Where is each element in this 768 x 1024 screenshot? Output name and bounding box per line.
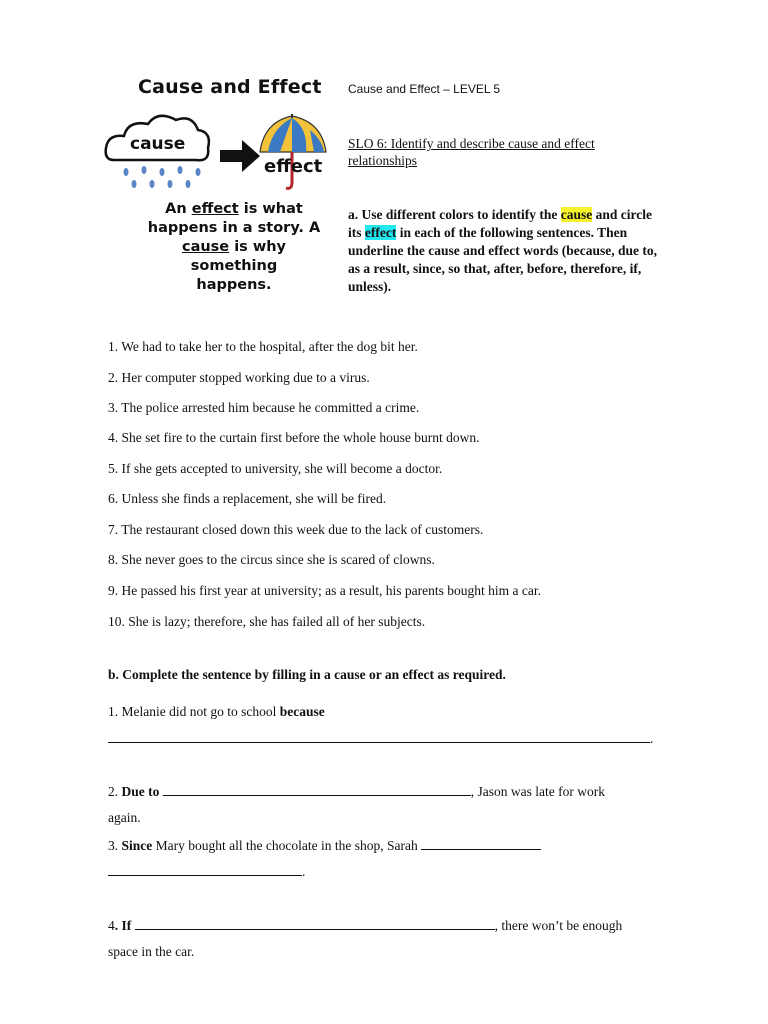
slo-objective: SLO 6: Identify and describe cause and effect relationships (348, 136, 595, 168)
sentence-8: 8. She never goes to the circus since she is scared of clowns. (108, 552, 435, 567)
question-3: 3. Since Mary bought all the chocolate in the shop, Sarah (108, 837, 541, 854)
effect-highlight: effect (364, 225, 397, 240)
part-b-instruction: b. Complete the sentence by filling in a cause or an effect as required. (108, 667, 506, 682)
question-4-continued: space in the car. (108, 944, 195, 959)
answer-blank-2[interactable] (163, 783, 471, 796)
question-2-continued: again. (108, 810, 141, 825)
sentence-5: 5. If she gets accepted to university, she will become a doctor. (108, 461, 443, 476)
cause-effect-illustration (100, 70, 328, 293)
question-1: 1. Melanie did not go to school because (108, 704, 325, 719)
right-arrow-icon (220, 140, 260, 172)
sentence-4: 4. She set fire to the curtain first before the whole house burnt down. (108, 430, 480, 445)
umbrella-icon (260, 114, 326, 188)
sentence-10: 10. She is lazy; therefore, she has failed all of her subjects. (108, 614, 426, 629)
effect-label: effect (264, 156, 323, 177)
question-2: 2. Due to , Jason was late for work (108, 784, 605, 799)
answer-blank-1 (108, 730, 650, 743)
question-3-answer-line[interactable]: . (108, 863, 305, 880)
cause-highlight: cause (560, 207, 593, 222)
answer-blank-3a[interactable] (421, 837, 541, 850)
worksheet-title: Cause and Effect – LEVEL 5 (348, 82, 501, 96)
answer-blank-3b (108, 863, 302, 876)
sentence-2: 2. Her computer stopped working due to a virus. (108, 370, 370, 385)
illustration-caption: An effect is what happens in a story. A cause is why something happens. (147, 201, 321, 293)
part-a-instruction: a. Use different colors to identify the cause and circle its effect in each of the following sentences. Then underline the cause and effect words (because, due to, as a result, since, so that, after, before, therefore, if, unless). (348, 207, 657, 294)
cause-label: cause (130, 134, 186, 154)
sentence-1: 1. We had to take her to the hospital, after the dog bit her. (108, 339, 418, 354)
question-4: 4. If , there won’t be enough (108, 918, 623, 933)
sentence-9: 9. He passed his first year at university; as a result, his parents bought him a car. (108, 583, 542, 598)
question-1-answer-line[interactable]: . (108, 730, 653, 747)
sentence-3: 3. The police arrested him because he committed a crime. (108, 400, 420, 415)
raindrops-icon (124, 166, 201, 188)
illustration-title: Cause and Effect (138, 76, 322, 98)
answer-blank-4[interactable] (135, 917, 495, 930)
sentence-7: 7. The restaurant closed down this week due to the lack of customers. (108, 522, 484, 537)
sentence-6: 6. Unless she finds a replacement, she will be fired. (108, 491, 387, 506)
